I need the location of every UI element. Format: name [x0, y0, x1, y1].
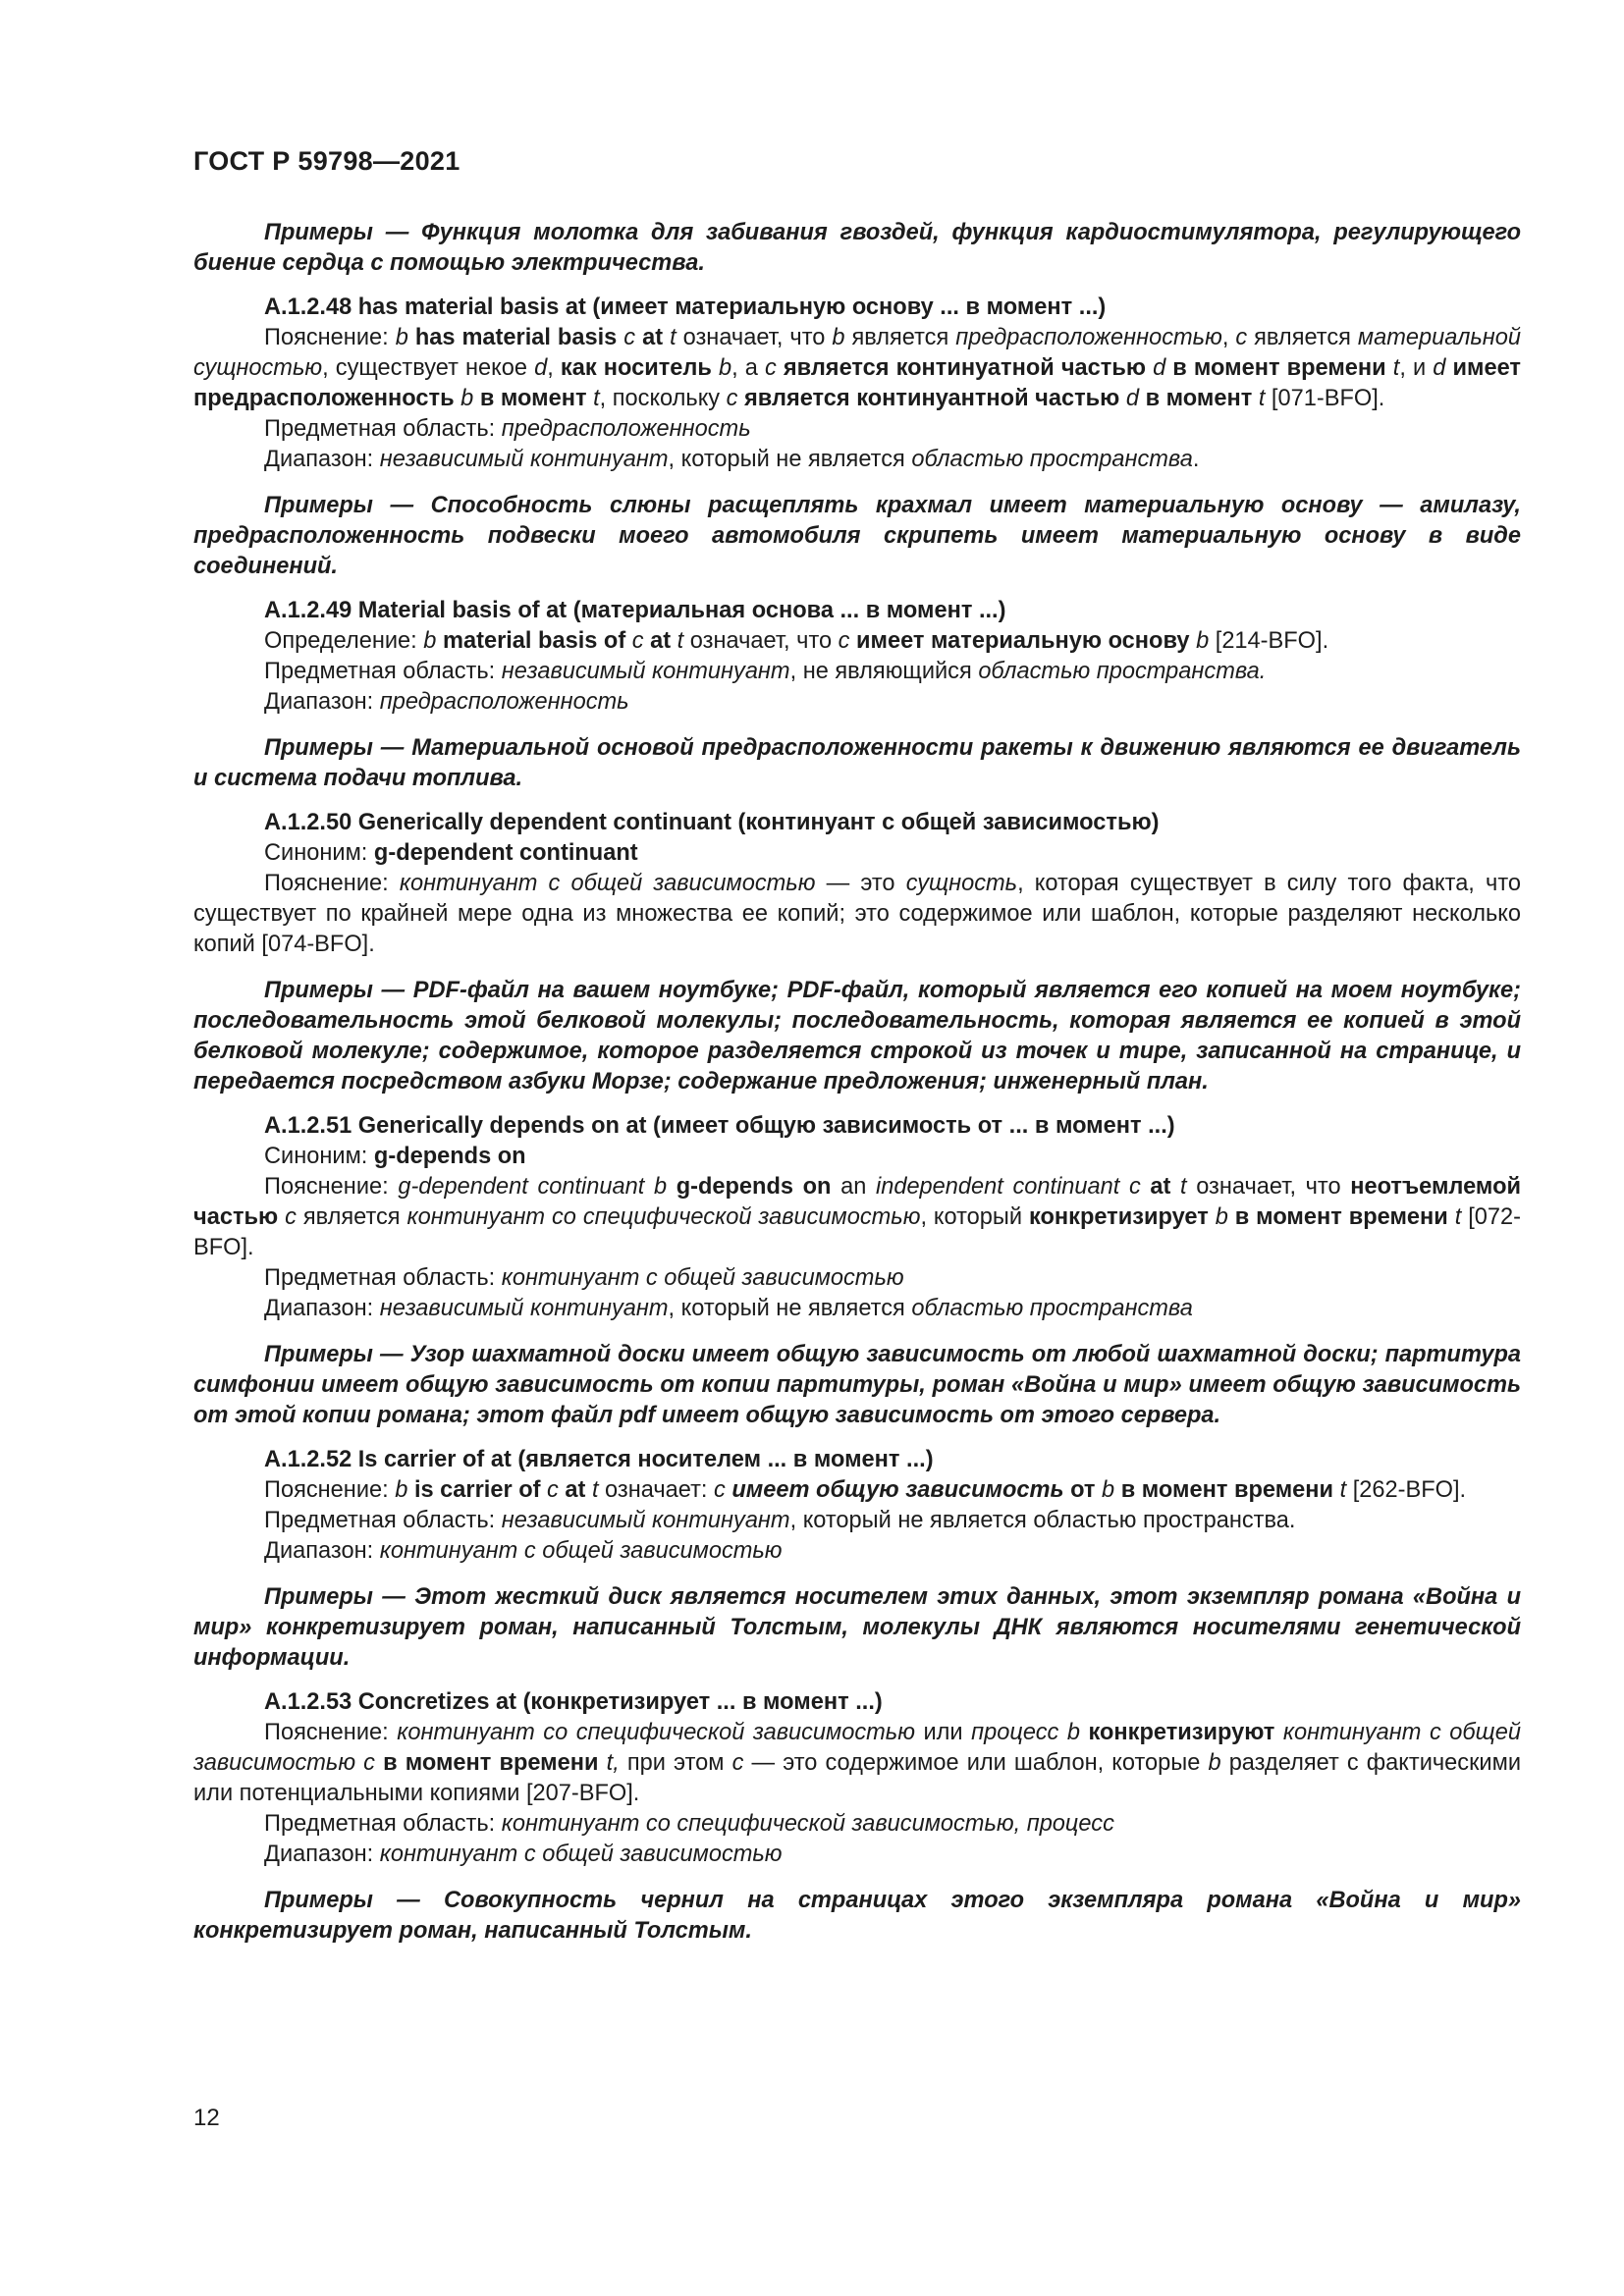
term-heading: А.1.2.49 Material basis of at (материальная основа ... в момент ...) [264, 598, 1006, 623]
domain-line: Предметная область: независимый континуант, который не является областью пространства. [264, 1508, 1296, 1533]
explanation-paragraph: Пояснение: g-dependent continuant b g-depends on an independent continuant c at t означает, что неотъемлемой частью c является континуант со специфической зависимостью, который конкретизирует b в момент времени t [072-BFO]. [193, 1174, 1522, 1260]
term-heading: А.1.2.50 Generically dependent continuant (континуант с общей зависимостью) [264, 810, 1160, 835]
explanation-paragraph: Пояснение: континуант с общей зависимостью — это сущность, которая существует в силу того факта, что существует по крайней мере одна из множества ее копий; это содержимое или шаблон, которые разделяют несколько копий [074-BFO]. [193, 871, 1521, 957]
term-heading: А.1.2.51 Generically depends on at (имеет общую зависимость от ... в момент ...) [264, 1113, 1175, 1139]
explanation-paragraph: Пояснение: b is carrier of c at t означает: c имеет общую зависимость от b в момент времени t [262-BFO]. [264, 1477, 1467, 1503]
document-header: ГОСТ Р 59798—2021 [193, 146, 460, 176]
term-heading: А.1.2.52 Is carrier of at (является носителем ... в момент ...) [264, 1447, 934, 1472]
range-line: Диапазон: независимый континуант, который не является областью пространства. [264, 447, 1200, 472]
example-paragraph: Примеры — Материальной основой предрасположенности ракеты к движению являются ее двигатель и система подачи топлива. [193, 735, 1521, 791]
domain-line: Предметная область: континуант со специфической зависимостью, процесс [264, 1811, 1114, 1837]
example-paragraph: Примеры — Способность слюны расщеплять крахмал имеет материальную основу — амилазу, предрасположенность подвески моего автомобиля скрипеть имеет материальную основу в виде соединений. [193, 493, 1521, 579]
explanation-paragraph: Пояснение: континуант со специфической зависимостью или процесс b конкретизируют континуант с общей зависимостью с в момент времени t, при этом c — это содержимое или шаблон, которые b разделяет с фактическими или потенциальными копиями [207-BFO]. [193, 1720, 1521, 1806]
domain-line: Предметная область: континуант с общей зависимостью [264, 1265, 904, 1291]
term-heading: А.1.2.53 Concretizes at (конкретизирует ... в момент ...) [264, 1689, 883, 1715]
range-line: Диапазон: независимый континуант, который не является областью пространства [264, 1296, 1193, 1321]
synonym-line: Синоним: g-dependent continuant [264, 840, 638, 866]
domain-line: Предметная область: независимый континуант, не являющийся областью пространства. [264, 659, 1267, 684]
example-paragraph: Примеры — Функция молотка для забивания гвоздей, функция кардиостимулятора, регулирующего биение сердца с помощью электричества. [193, 220, 1521, 276]
domain-line: Предметная область: предрасположенность [264, 416, 751, 442]
example-paragraph: Примеры — Этот жесткий диск является носителем этих данных, этот экземпляр романа «Война и мир» конкретизирует роман, написанный Толстым, молекулы ДНК являются носителями генетической информации. [193, 1584, 1521, 1671]
definition-paragraph: Определение: b material basis of c at t означает, что c имеет материальную основу b [214-BFO]. [264, 628, 1329, 654]
page-number: 12 [193, 2105, 220, 2131]
document-body [193, 218, 1521, 1947]
term-heading: А.1.2.48 has material basis at (имеет материальную основу ... в момент ...) [264, 294, 1107, 320]
synonym-line: Синоним: g-depends on [264, 1144, 526, 1169]
range-line: Диапазон: континуант с общей зависимостью [264, 1842, 783, 1867]
range-line: Диапазон: континуант с общей зависимостью [264, 1538, 783, 1564]
example-paragraph: Примеры — PDF-файл на вашем ноутбуке; PDF-файл, который является его копией на моем ноутбуке; последовательность этой белковой молекулы; последовательность, которая является ее копией в этой белковой молекуле; содержимое, которое разделяется строкой из точек и тире, записанной на странице, и передается посредством азбуки Морзе; содержание предложения; инженерный план. [193, 978, 1521, 1095]
example-paragraph: Примеры — Узор шахматной доски имеет общую зависимость от любой шахматной доски; партитура симфонии имеет общую зависимость от копии партитуры, роман «Война и мир» имеет общую зависимость от этой копии романа; этот файл pdf имеет общую зависимость от этого сервера. [193, 1342, 1521, 1428]
range-line: Диапазон: предрасположенность [264, 689, 629, 715]
explanation-paragraph: Пояснение: b has material basis c at t означает, что b является предрасположенностью, c является материальной сущностью, существует некое d, как носитель b, а c является континуатной частью d в момент времени t, и d имеет предрасположенность b в момент t, поскольку c является континуантной частью d в момент t [071-BFO]. [193, 325, 1522, 411]
example-paragraph: Примеры — Совокупность чернил на страницах этого экземпляра романа «Война и мир» конкретизирует роман, написанный Толстым. [193, 1888, 1521, 1944]
